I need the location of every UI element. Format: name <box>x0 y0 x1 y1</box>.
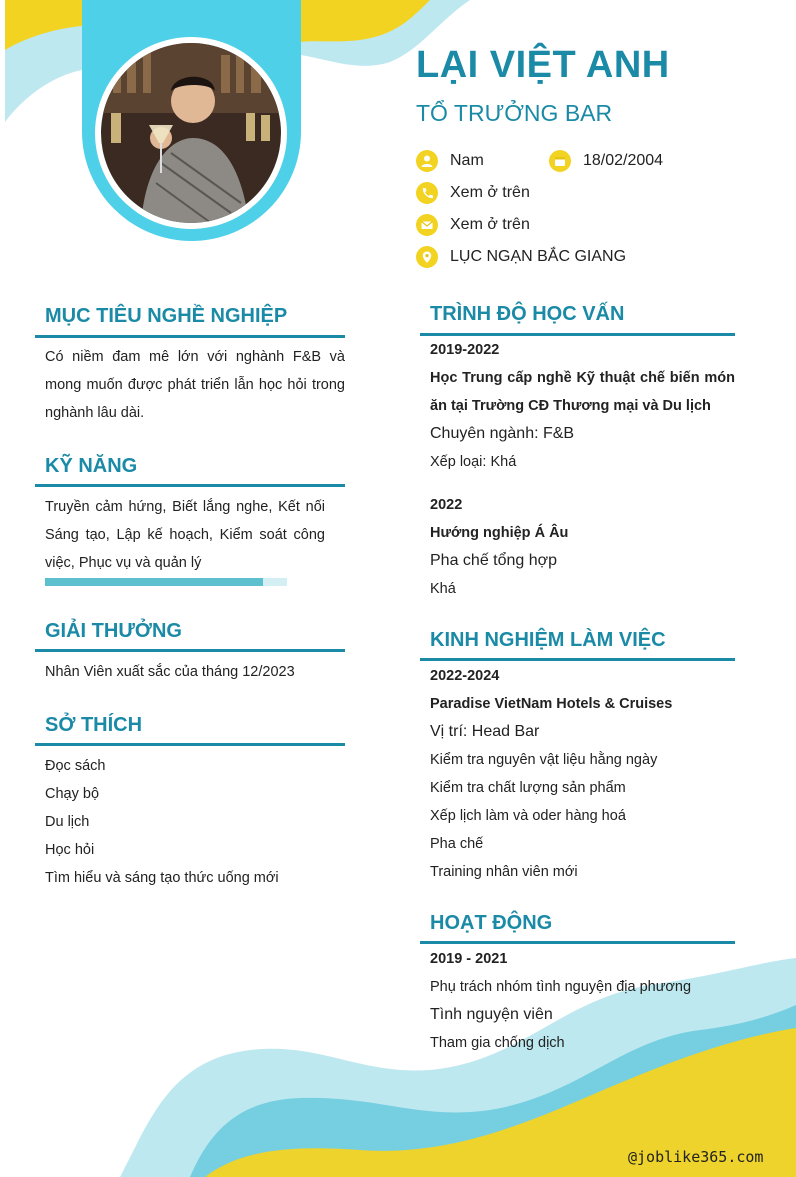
footer-watermark: @joblike365.com <box>628 1148 764 1166</box>
education-major: Chuyên ngành: F&B <box>430 425 575 442</box>
email-row <box>416 214 530 236</box>
address-row <box>416 246 626 268</box>
career-goal-rule <box>35 335 345 338</box>
activity-period: 2019 - 2021 <box>430 951 508 967</box>
hobby-item: Chạy bộ <box>45 786 100 802</box>
experience-task: Pha chế <box>430 836 484 852</box>
gender-row <box>416 150 484 172</box>
activity-role: Tình nguyện viên <box>430 1006 553 1023</box>
education-grade: Xếp loại: Khá <box>430 454 517 470</box>
career-goal-heading: MỤC TIÊU NGHỀ NGHIỆP <box>45 305 288 327</box>
education-period: 2019-2022 <box>430 342 500 358</box>
education-school: Học Trung cấp nghề Kỹ thuật chế biến món ăn tại Trường CĐ Thương mại và Du lịch <box>430 370 735 414</box>
activity-org: Phụ trách nhóm tình nguyện địa phương <box>430 979 692 995</box>
experience-heading: KINH NGHIỆM LÀM VIỆC <box>430 629 666 651</box>
activities-heading: HOẠT ĐỘNG <box>430 912 553 934</box>
location-icon <box>416 246 438 268</box>
gender-value: Nam <box>450 152 484 169</box>
phone-value: Xem ở trên <box>450 184 530 201</box>
skills-heading: KỸ NĂNG <box>45 455 138 477</box>
awards-heading: GIẢI THƯỞNG <box>45 620 182 642</box>
experience-task: Kiểm tra nguyên vật liệu hằng ngày <box>430 752 658 768</box>
calendar-icon <box>549 150 571 172</box>
education-period: 2022 <box>430 497 463 513</box>
career-goal-text: Có niềm đam mê lớn với nghành F&B và mong muốn được phát triển lẫn học hỏi trong nghành lâu dài. <box>45 349 345 421</box>
experience-task: Kiểm tra chất lượng sản phẩm <box>430 780 626 796</box>
awards-rule <box>35 649 345 652</box>
experience-task: Training nhân viên mới <box>430 864 578 880</box>
phone-icon <box>416 182 438 204</box>
experience-position: Vị trí: Head Bar <box>430 723 540 740</box>
education-entry-1 <box>430 336 735 476</box>
email-value: Xem ở trên <box>450 216 530 233</box>
education-heading: TRÌNH ĐỘ HỌC VẤN <box>430 303 625 325</box>
award-item: Nhân Viên xuất sắc của tháng 12/2023 <box>45 664 295 680</box>
birthdate-row <box>549 150 663 172</box>
skills-text: Truyền cảm hứng, Biết lắng nghe, Kết nối Sáng tạo, Lập kế hoạch, Kiểm soát công việc, Phục vụ và quản lý <box>45 499 325 571</box>
activity-entry <box>430 945 735 1057</box>
experience-task: Xếp lịch làm và oder hàng hoá <box>430 808 626 824</box>
profile-photo <box>101 43 281 223</box>
experience-entry <box>430 662 735 886</box>
experience-period: 2022-2024 <box>430 668 500 684</box>
skill-level-fill <box>45 578 263 586</box>
hobbies-list <box>45 752 345 892</box>
user-icon <box>416 150 438 172</box>
activities-rule <box>420 941 735 944</box>
address-value: LỤC NGẠN BẮC GIANG <box>450 248 627 265</box>
education-entry-2 <box>430 491 735 603</box>
experience-company: Paradise VietNam Hotels & Cruises <box>430 696 673 712</box>
hobby-item: Học hỏi <box>45 842 95 858</box>
skills-rule <box>35 484 345 487</box>
education-grade: Khá <box>430 581 456 597</box>
candidate-name: LẠI VIỆT ANH <box>416 44 670 86</box>
activity-desc: Tham gia chống dịch <box>430 1035 565 1051</box>
hobbies-rule <box>35 743 345 746</box>
job-title: TỔ TRƯỞNG BAR <box>416 100 613 126</box>
birthdate-value: 18/02/2004 <box>583 152 664 169</box>
education-school: Hướng nghiệp Á Âu <box>430 525 569 541</box>
skill-level-bar <box>45 578 287 586</box>
education-major: Pha chế tổng hợp <box>430 552 558 569</box>
hobby-item: Tìm hiểu và sáng tạo thức uống mới <box>45 870 279 886</box>
hobby-item: Du lịch <box>45 814 90 830</box>
mail-icon <box>416 214 438 236</box>
hobby-item: Đọc sách <box>45 758 106 774</box>
hobbies-heading: SỞ THÍCH <box>45 714 143 736</box>
experience-rule <box>420 658 735 661</box>
phone-row <box>416 182 530 204</box>
